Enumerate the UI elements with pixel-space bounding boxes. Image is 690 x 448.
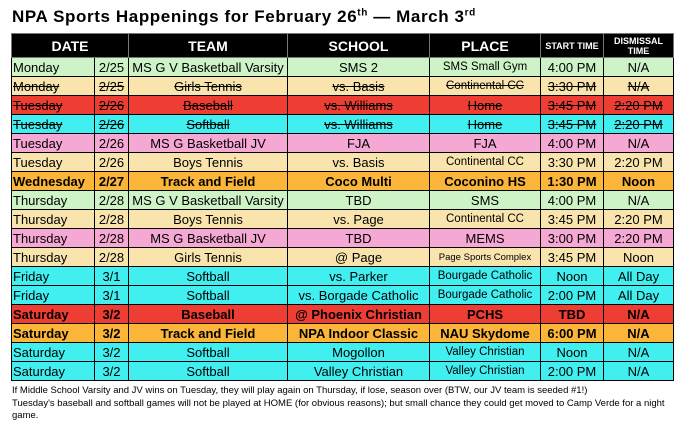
table-row [12, 229, 674, 248]
cell-place: Coconino HS [430, 172, 541, 191]
cell-school: vs. Basis [288, 77, 430, 96]
title-main: NPA Sports Happenings for February 26 [12, 7, 358, 26]
header-row [12, 34, 674, 58]
cell-start-time: 3:45 PM [541, 210, 604, 229]
cell-team: Softball [129, 286, 288, 305]
table-row [12, 210, 674, 229]
title-dash: — March 3 [367, 7, 465, 26]
cell-dismissal-time: 2:20 PM [604, 229, 674, 248]
cell-day: Thursday [12, 229, 95, 248]
cell-place: Bourgade Catholic [430, 267, 541, 286]
cell-day: Thursday [12, 248, 95, 267]
cell-start-time: 6:00 PM [541, 324, 604, 343]
cell-start-time: 3:00 PM [541, 229, 604, 248]
cell-team: Track and Field [129, 324, 288, 343]
cell-start-time: Noon [541, 343, 604, 362]
footnotes [12, 385, 684, 423]
cell-team: Baseball [129, 96, 288, 115]
footnote: Tuesday's baseball and softball games will not be played at HOME (for obvious reasons); but small chance they could get moved to Camp Verde for a night game. [12, 397, 665, 421]
cell-date: 3/2 [95, 305, 129, 324]
cell-date: 2/27 [95, 172, 129, 191]
cell-place: Continental CC [430, 77, 541, 96]
cell-dismissal-time: 2:20 PM [604, 153, 674, 172]
table-row [12, 248, 674, 267]
cell-place: Home [430, 115, 541, 134]
cell-dismissal-time: 2:20 PM [604, 210, 674, 229]
cell-dismissal-time: N/A [604, 305, 674, 324]
schedule-table [11, 33, 674, 381]
cell-date: 2/25 [95, 77, 129, 96]
cell-place: Bourgade Catholic [430, 286, 541, 305]
cell-date: 3/1 [95, 267, 129, 286]
cell-day: Tuesday [12, 115, 95, 134]
table-row [12, 172, 674, 191]
cell-school: vs. Williams [288, 96, 430, 115]
cell-start-time: 2:00 PM [541, 286, 604, 305]
column-header-place: PLACE [430, 34, 541, 58]
table-row [12, 58, 674, 77]
cell-date: 2/28 [95, 210, 129, 229]
table-row [12, 286, 674, 305]
cell-school: vs. Basis [288, 153, 430, 172]
cell-start-time: 4:00 PM [541, 191, 604, 210]
cell-day: Friday [12, 267, 95, 286]
footnote: If Middle School Varsity and JV wins on Tuesday, they will play again on Thursday, if lose, season over (BTW, our JV team is seeded #1!) [12, 385, 588, 396]
column-header-date: DATE [12, 34, 129, 58]
table-row [12, 134, 674, 153]
cell-dismissal-time: 2:20 PM [604, 96, 674, 115]
cell-school: vs. Borgade Catholic [288, 286, 430, 305]
table-row [12, 191, 674, 210]
cell-date: 2/28 [95, 229, 129, 248]
cell-dismissal-time: Noon [604, 172, 674, 191]
cell-start-time: 2:00 PM [541, 362, 604, 381]
cell-team: Track and Field [129, 172, 288, 191]
cell-date: 2/28 [95, 248, 129, 267]
cell-date: 2/26 [95, 115, 129, 134]
cell-dismissal-time: N/A [604, 58, 674, 77]
cell-start-time: 4:00 PM [541, 58, 604, 77]
cell-place: SMS Small Gym [430, 58, 541, 77]
column-header-start-time: START TIME [541, 34, 604, 58]
cell-day: Thursday [12, 210, 95, 229]
cell-school: NPA Indoor Classic [288, 324, 430, 343]
cell-date: 3/2 [95, 343, 129, 362]
cell-team: Baseball [129, 305, 288, 324]
cell-dismissal-time: 2:20 PM [604, 115, 674, 134]
cell-start-time: 4:00 PM [541, 134, 604, 153]
cell-school: @ Page [288, 248, 430, 267]
cell-start-time: Noon [541, 267, 604, 286]
cell-start-time: 3:45 PM [541, 115, 604, 134]
cell-day: Saturday [12, 343, 95, 362]
cell-team: MS G V Basketball Varsity [129, 58, 288, 77]
page-title [12, 4, 476, 30]
cell-start-time: 1:30 PM [541, 172, 604, 191]
cell-team: Softball [129, 267, 288, 286]
column-header-team: TEAM [129, 34, 288, 58]
title-superscript-rd: rd [464, 7, 476, 19]
cell-day: Saturday [12, 324, 95, 343]
cell-team: Boys Tennis [129, 153, 288, 172]
cell-place: Home [430, 96, 541, 115]
table-row [12, 153, 674, 172]
cell-start-time: 3:45 PM [541, 248, 604, 267]
column-header-school: SCHOOL [288, 34, 430, 58]
cell-school: Mogollon [288, 343, 430, 362]
column-header-dismissal-time: DISMISSAL TIME [604, 34, 674, 58]
cell-day: Wednesday [12, 172, 95, 191]
cell-day: Monday [12, 77, 95, 96]
table-row [12, 77, 674, 96]
cell-team: Boys Tennis [129, 210, 288, 229]
cell-date: 3/1 [95, 286, 129, 305]
cell-day: Tuesday [12, 134, 95, 153]
cell-place: Page Sports Complex [430, 248, 541, 267]
cell-team: MS G V Basketball Varsity [129, 191, 288, 210]
cell-school: FJA [288, 134, 430, 153]
table-row [12, 324, 674, 343]
cell-dismissal-time: N/A [604, 191, 674, 210]
table-row [12, 305, 674, 324]
cell-date: 3/2 [95, 324, 129, 343]
cell-day: Saturday [12, 305, 95, 324]
cell-team: MS G Basketball JV [129, 134, 288, 153]
cell-dismissal-time: N/A [604, 362, 674, 381]
cell-school: Valley Christian [288, 362, 430, 381]
cell-date: 3/2 [95, 362, 129, 381]
cell-school: @ Phoenix Christian [288, 305, 430, 324]
cell-dismissal-time: N/A [604, 134, 674, 153]
cell-place: FJA [430, 134, 541, 153]
cell-place: NAU Skydome [430, 324, 541, 343]
table-row [12, 267, 674, 286]
cell-school: vs. Page [288, 210, 430, 229]
title-superscript-th: th [357, 7, 368, 19]
table-row [12, 362, 674, 381]
cell-team: Girls Tennis [129, 77, 288, 96]
cell-team: MS G Basketball JV [129, 229, 288, 248]
table-row [12, 96, 674, 115]
cell-start-time: TBD [541, 305, 604, 324]
cell-school: TBD [288, 191, 430, 210]
cell-place: Continental CC [430, 210, 541, 229]
cell-date: 2/26 [95, 153, 129, 172]
table-row [12, 115, 674, 134]
cell-place: PCHS [430, 305, 541, 324]
cell-day: Tuesday [12, 96, 95, 115]
cell-school: Coco Multi [288, 172, 430, 191]
cell-school: vs. Parker [288, 267, 430, 286]
cell-day: Tuesday [12, 153, 95, 172]
cell-day: Friday [12, 286, 95, 305]
cell-dismissal-time: All Day [604, 267, 674, 286]
cell-school: SMS 2 [288, 58, 430, 77]
cell-dismissal-time: N/A [604, 77, 674, 96]
cell-start-time: 3:45 PM [541, 96, 604, 115]
cell-start-time: 3:30 PM [541, 77, 604, 96]
cell-date: 2/28 [95, 191, 129, 210]
cell-date: 2/25 [95, 58, 129, 77]
cell-place: Valley Christian [430, 343, 541, 362]
cell-school: TBD [288, 229, 430, 248]
cell-place: MEMS [430, 229, 541, 248]
cell-dismissal-time: N/A [604, 343, 674, 362]
cell-date: 2/26 [95, 134, 129, 153]
table-row [12, 343, 674, 362]
cell-day: Saturday [12, 362, 95, 381]
cell-place: SMS [430, 191, 541, 210]
cell-dismissal-time: N/A [604, 324, 674, 343]
cell-dismissal-time: All Day [604, 286, 674, 305]
cell-start-time: 3:30 PM [541, 153, 604, 172]
cell-day: Thursday [12, 191, 95, 210]
cell-team: Softball [129, 343, 288, 362]
cell-place: Valley Christian [430, 362, 541, 381]
cell-day: Monday [12, 58, 95, 77]
cell-team: Girls Tennis [129, 248, 288, 267]
cell-team: Softball [129, 115, 288, 134]
cell-date: 2/26 [95, 96, 129, 115]
cell-team: Softball [129, 362, 288, 381]
cell-dismissal-time: Noon [604, 248, 674, 267]
cell-school: vs. Williams [288, 115, 430, 134]
cell-place: Continental CC [430, 153, 541, 172]
